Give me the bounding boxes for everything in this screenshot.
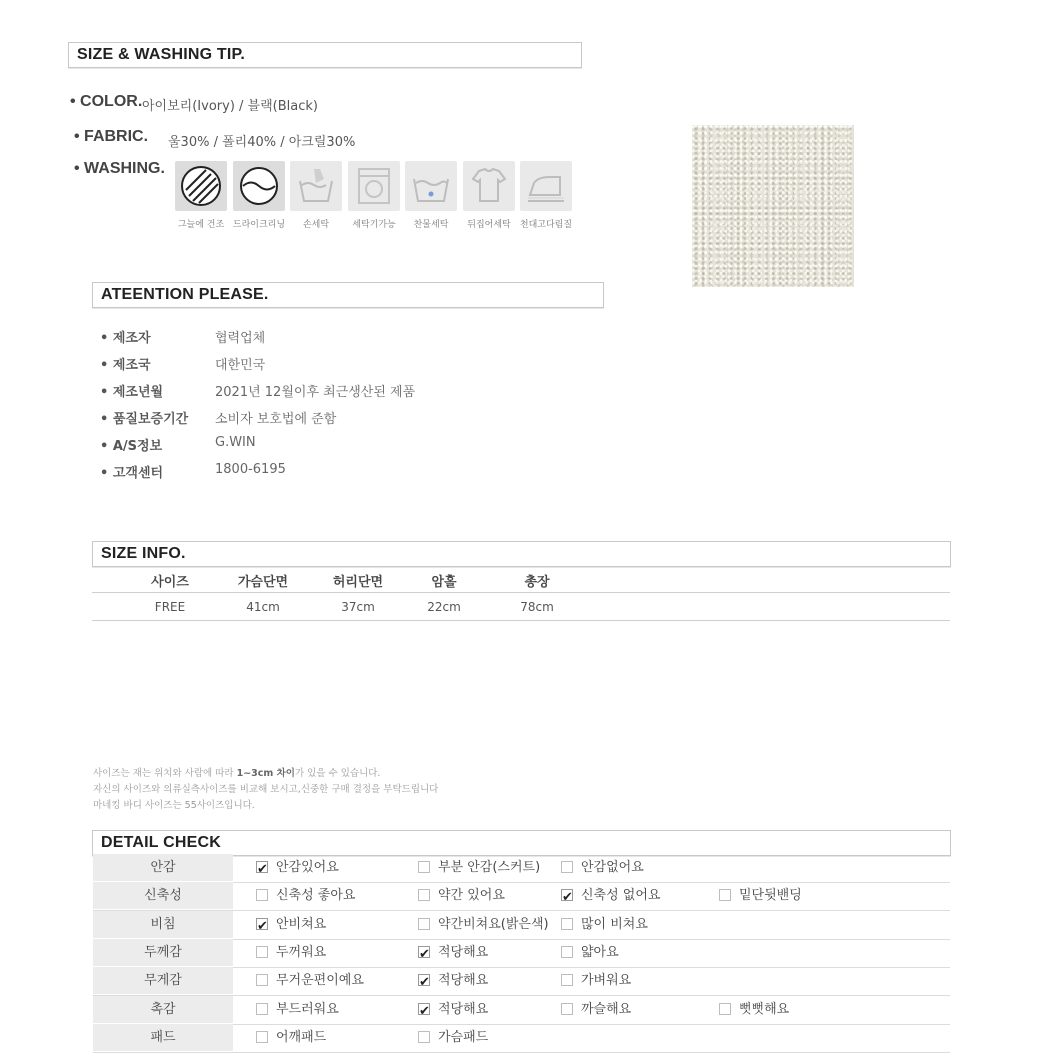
checkbox-icon [418, 1031, 430, 1043]
detail-option-label: 가벼워요 [581, 973, 632, 988]
washing-label-inside-out: 뒤집어세탁 [467, 220, 511, 230]
fabric-swatch-image [692, 125, 854, 287]
section-title: DETAIL CHECK [101, 834, 222, 851]
detail-option [256, 996, 339, 1023]
detail-option [418, 854, 540, 881]
size-cell: FREE [154, 600, 186, 614]
attention-label: • 제조년월 [100, 385, 164, 400]
detail-option-label: 신축성 없어요 [581, 888, 661, 903]
detail-option-label: 약간 있어요 [438, 888, 505, 903]
section-title: ATEENTION PLEASE. [101, 286, 269, 303]
checkbox-icon [719, 1003, 731, 1015]
washing-label-machine: 세탁기가능 [352, 220, 396, 230]
detail-option-label: 적당해요 [438, 1002, 489, 1017]
detail-option [418, 967, 488, 994]
detail-option [719, 882, 802, 909]
detail-option [561, 911, 648, 938]
detail-option-label: 적당해요 [438, 973, 489, 988]
checkbox-icon [561, 974, 573, 986]
detail-option [719, 996, 789, 1023]
detail-option-label: 무거운편이예요 [276, 973, 364, 988]
detail-option-label: 약간비쳐요(밝은색) [438, 917, 549, 932]
checked-checkbox-icon [418, 974, 430, 986]
table-row [93, 939, 950, 968]
checkbox-icon [561, 1003, 573, 1015]
detail-row-label: 무게감 [93, 967, 233, 994]
size-washing-section-header [68, 42, 582, 68]
detail-option [418, 939, 488, 966]
size-table-bottom-line [92, 620, 950, 621]
attention-value: 대한민국 [215, 358, 266, 373]
detail-check-section-header [92, 830, 951, 856]
attention-value: 협력업체 [215, 331, 266, 346]
checkbox-icon [418, 918, 430, 930]
size-cell: 22cm [427, 600, 461, 614]
detail-row-label: 안감 [93, 854, 233, 881]
attention-label: • A/S정보 [100, 439, 163, 454]
section-title: SIZE INFO. [101, 545, 186, 562]
detail-option-label: 어깨패드 [276, 1030, 327, 1045]
detail-option [418, 911, 549, 938]
detail-option-label: 밑단뒷밴딩 [739, 888, 802, 903]
attention-value: 2021년 12월이후 최근생산된 제품 [215, 385, 416, 400]
detail-option [418, 882, 505, 909]
checked-checkbox-icon [256, 861, 268, 873]
checkbox-icon [256, 1003, 268, 1015]
checkbox-icon [561, 861, 573, 873]
iron-cloth-icon [520, 161, 572, 211]
detail-option-label: 가슴패드 [438, 1030, 489, 1045]
size-info-section-header [92, 541, 951, 567]
checked-checkbox-icon [418, 946, 430, 958]
note-emphasis: 1~3cm 차이 [236, 768, 295, 779]
table-row [93, 882, 950, 911]
detail-option [256, 939, 326, 966]
detail-option [561, 996, 631, 1023]
section-title: SIZE & WASHING TIP. [77, 46, 245, 63]
checkbox-icon [256, 946, 268, 958]
size-header: 허리단면 [332, 575, 384, 590]
washing-label-hand-wash: 손세탁 [302, 220, 330, 230]
detail-option [256, 854, 339, 881]
attention-value: G.WIN [215, 435, 256, 450]
detail-option-label: 까슬해요 [581, 1002, 632, 1017]
fabric-label: • FABRIC. [74, 128, 149, 145]
detail-row-label: 두께감 [93, 939, 233, 966]
detail-row-label: 패드 [93, 1024, 233, 1051]
detail-option [561, 882, 660, 909]
detail-option-label: 신축성 좋아요 [276, 888, 356, 903]
attention-value: 소비자 보호법에 준함 [215, 412, 337, 427]
checkbox-icon [256, 974, 268, 986]
detail-option-label: 얇아요 [581, 945, 619, 960]
inside-out-wash-icon [463, 161, 515, 211]
checkbox-icon [256, 889, 268, 901]
attention-label: • 제조국 [100, 358, 151, 373]
checked-checkbox-icon [418, 1003, 430, 1015]
detail-option-label: 안비쳐요 [276, 917, 327, 932]
checked-checkbox-icon [256, 918, 268, 930]
size-header: 가슴단면 [237, 575, 289, 590]
checkbox-icon [418, 861, 430, 873]
detail-row-label: 신축성 [93, 882, 233, 909]
detail-option-label: 안감없어요 [581, 860, 644, 875]
detail-option [561, 967, 631, 994]
table-row [93, 911, 950, 940]
attention-label: • 고객센터 [100, 466, 164, 481]
washing-label-dry-clean: 드라이크리닝 [232, 220, 286, 230]
detail-option [561, 939, 619, 966]
detail-option-label: 많이 비쳐요 [581, 917, 648, 932]
checkbox-icon [256, 1031, 268, 1043]
color-value: 아이보리(Ivory) / 블랙(Black) [142, 99, 318, 114]
table-row [93, 967, 950, 996]
detail-option [256, 911, 326, 938]
washing-machine-icon [348, 161, 400, 211]
detail-option [256, 967, 364, 994]
size-cell: 41cm [246, 600, 280, 614]
checked-checkbox-icon [561, 889, 573, 901]
hand-wash-icon [290, 161, 342, 211]
washing-label-iron: 천대고다림질 [519, 220, 573, 230]
size-note-line2: 자신의 사이즈와 의류실측사이즈를 비교해 보시고,신중한 구매 결정을 부탁드립니다 [93, 784, 439, 795]
detail-option-label: 뻣뻣해요 [739, 1002, 790, 1017]
checkbox-icon [561, 946, 573, 958]
washing-label-cold: 찬물세탁 [413, 220, 449, 230]
dry-clean-icon [233, 161, 285, 211]
size-cell: 78cm [520, 600, 554, 614]
note-text: 가 있을 수 있습니다. [294, 768, 381, 779]
detail-row-label: 촉감 [93, 996, 233, 1023]
color-label: • COLOR. [70, 93, 143, 110]
attention-value: 1800-6195 [215, 462, 286, 477]
detail-option-label: 부분 안감(스커트) [438, 860, 541, 875]
checkbox-icon [418, 889, 430, 901]
checkbox-icon [719, 889, 731, 901]
table-row [93, 1024, 950, 1053]
detail-option [561, 854, 644, 881]
size-header: 암홀 [431, 575, 457, 590]
washing-label-shade-dry: 그늘에 건조 [177, 220, 225, 230]
washing-label: • WASHING. [74, 160, 165, 177]
detail-option-label: 적당해요 [438, 945, 489, 960]
detail-option [418, 996, 488, 1023]
cold-wash-icon [405, 161, 457, 211]
size-header: 사이즈 [151, 575, 189, 590]
shade-dry-icon [175, 161, 227, 211]
size-header: 총장 [524, 575, 550, 590]
fabric-value: 울30% / 폴리40% / 아크릴30% [168, 135, 356, 150]
size-table-divider [92, 592, 950, 593]
checkbox-icon [561, 918, 573, 930]
detail-row-label: 비침 [93, 911, 233, 938]
note-text: 사이즈는 재는 위치와 사람에 따라 [93, 768, 237, 779]
detail-option-label: 두꺼워요 [276, 945, 327, 960]
attention-section-header [92, 282, 604, 308]
detail-option-label: 부드러워요 [276, 1002, 339, 1017]
table-row [93, 854, 950, 883]
table-row [93, 996, 950, 1025]
detail-option-label: 안감있어요 [276, 860, 339, 875]
attention-label: • 품질보증기간 [100, 412, 189, 427]
size-cell: 37cm [341, 600, 375, 614]
size-note-line3: 마네킹 바디 사이즈는 55사이즈입니다. [93, 800, 255, 811]
attention-label: • 제조자 [100, 331, 151, 346]
size-note-line1 [93, 765, 380, 779]
detail-option [256, 882, 355, 909]
